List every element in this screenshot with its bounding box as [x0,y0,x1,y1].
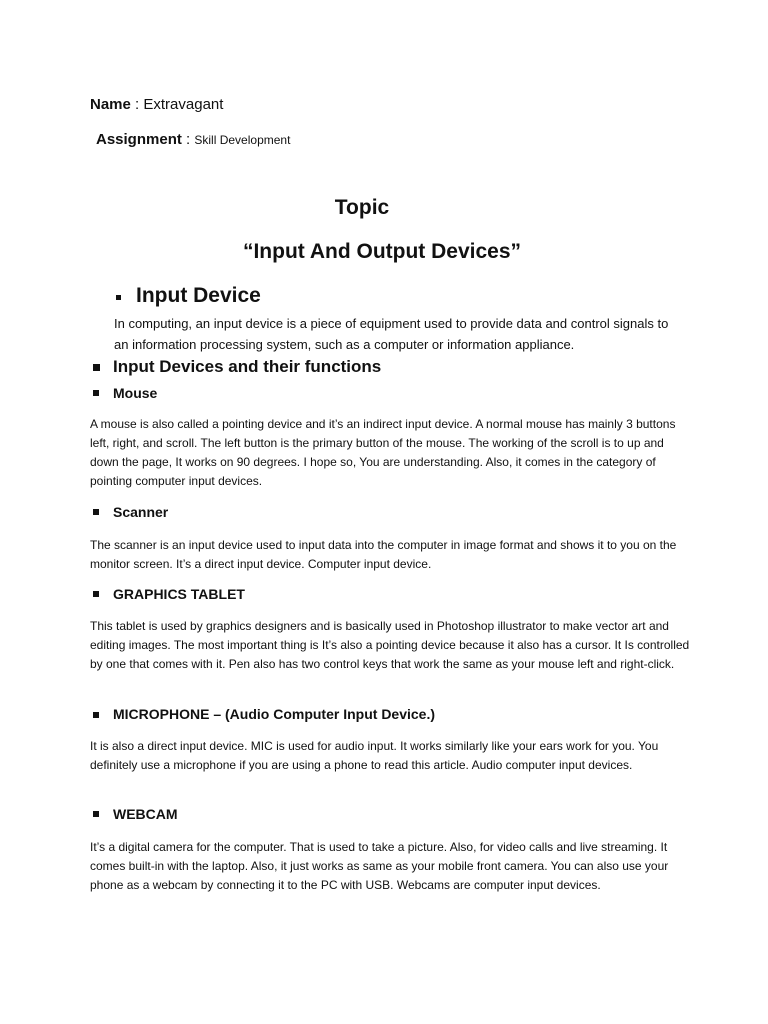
bullet-icon [93,390,99,396]
section-heading-mouse: Mouse [113,385,158,401]
bullet-icon [93,712,99,718]
bullet-icon [93,811,99,817]
section-heading-webcam: WEBCAM [113,806,178,822]
assignment-value: Skill Development [194,133,291,147]
section-text-graphics-tablet: This tablet is used by graphics designers and is basically used in Photoshop illustrator to make vector art and editing images. The most important thing is It’s also a pointing device because it also has a cursor. It Is controlled by one that comes with it. Pen also has two control keys that work the same as your mouse left and right-click. [90,619,690,671]
bullet-icon [93,364,100,371]
section-text-scanner: The scanner is an input device used to input data into the computer in image format and shows it to you on the monitor screen. It’s a direct input device. Computer input device. [90,538,677,571]
section-text-webcam: It’s a digital camera for the computer. That is used to take a picture. Also, for video calls and live streaming. It comes built-in with the laptop. Also, it just works as same as your mobile front camera. You can also use your phone as a webcam by connecting it to the PC with USB. Webcams are computer input devices. [90,840,669,892]
functions-heading: Input Devices and their functions [113,357,382,376]
assignment-separator: : [181,131,195,148]
name-separator: : [130,96,144,113]
topic-label: Topic [334,196,390,219]
section-heading-microphone: MICROPHONE – (Audio Computer Input Device.) [113,706,436,722]
bullet-icon [93,509,99,515]
name-line [90,96,223,114]
bullet-icon [93,591,99,597]
section-heading-scanner: Scanner [113,504,169,520]
topic-title: “Input And Output Devices” [242,240,522,263]
section-text-mouse: A mouse is also called a pointing device and it’s an indirect input device. A normal mouse has mainly 3 buttons left, right, and scroll. The left button is the primary button of the mouse. The working of the scroll is to up and down the page, It works on 90 degrees. I hope so, You are understanding. Also, it comes in the category of pointing computer input devices. [90,417,676,488]
assignment-line [96,131,290,149]
input-device-text: In computing, an input device is a piece of equipment used to provide data and control signals to an information processing system, such as a computer or information appliance. [114,316,669,352]
name-label: Name [90,96,131,113]
assignment-label: Assignment [96,131,182,148]
input-device-heading: Input Device [136,284,261,307]
bullet-icon [116,295,121,300]
name-value: Extravagant [143,96,224,113]
section-heading-graphics-tablet: GRAPHICS TABLET [113,586,245,602]
section-text-microphone: It is also a direct input device. MIC is used for audio input. It works similarly like your ears work for you. You definitely use a microphone if you are using a phone to read this article. Audio computer input devices. [90,739,659,772]
